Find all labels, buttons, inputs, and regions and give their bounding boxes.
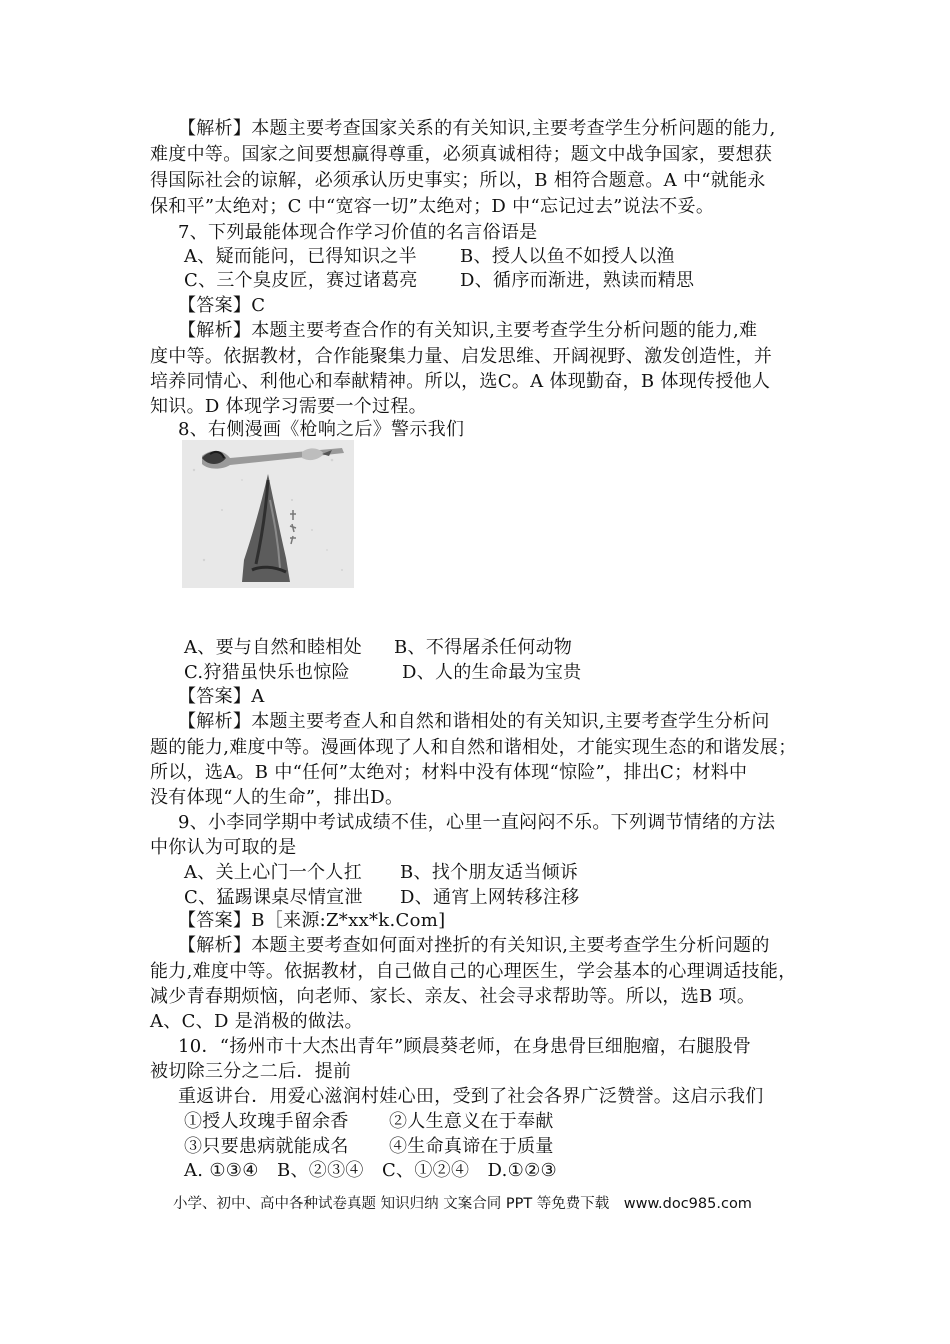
- q6-analysis-line: 得国际社会的谅解，必须承认历史事实；所以，B 相符合题意。A 中“就能永: [150, 170, 766, 191]
- q10-item-2: ②人生意义在于奉献: [389, 1111, 554, 1132]
- q9-question-line: 中你认为可取的是: [150, 837, 297, 858]
- q9-option-d: D、通宵上网转移注移: [400, 887, 580, 908]
- q9-answer: 【答案】B［来源:Z*xx*k.Com]: [178, 910, 446, 931]
- q9-question-line: 9、小李同学期中考试成绩不佳，心里一直闷闷不乐。下列调节情绪的方法: [178, 812, 776, 833]
- q8-analysis-line: 题的能力,难度中等。漫画体现了人和自然和谐相处，才能实现生态的和谐发展；: [150, 737, 797, 758]
- q7-option-c: C、三个臭皮匠，赛过诸葛亮: [184, 270, 418, 291]
- q9-analysis-line: 能力,难度中等。依据教材，自己做自己的心理医生，学会基本的心理调适技能，: [150, 961, 797, 982]
- q8-analysis-line: 【解析】本题主要考查人和自然和谐相处的有关知识,主要考查学生分析问: [178, 711, 770, 732]
- q7-answer: 【答案】C: [178, 295, 266, 316]
- q10-question-line: 被切除三分之二后．提前: [150, 1061, 352, 1082]
- q8-option-a: A、要与自然和睦相处: [184, 637, 362, 658]
- q7-analysis-line: 【解析】本题主要考查合作的有关知识,主要考查学生分析问题的能力,难: [178, 320, 758, 341]
- q9-option-a: A、关上心门一个人扛: [184, 862, 362, 883]
- q10-item-1: ①授人玫瑰手留余香: [184, 1111, 349, 1132]
- q7-analysis-line: 度中等。依据教材，合作能聚集力量、启发思维、开阔视野、激发创造性，并: [150, 346, 773, 367]
- q10-item-row: [184, 1135, 554, 1159]
- q8-option-d: D、人的生命最为宝贵: [402, 662, 582, 683]
- q9-analysis-line: A、C、D 是消极的做法。: [150, 1011, 363, 1032]
- q8-option-row: [184, 636, 573, 660]
- q7-question: 7、下列最能体现合作学习价值的名言俗语是: [178, 222, 538, 243]
- q6-analysis-line: 保和平”太绝对；C 中“宽容一切”太绝对；D 中“忘记过去”说法不妥。: [150, 196, 715, 217]
- q7-option-d: D、循序而渐进，熟读而精思: [460, 270, 695, 291]
- q10-choices: A. ①③④ B、②③④ C、①②④ D.①②③: [184, 1160, 557, 1181]
- q8-question: 8、右侧漫画《枪响之后》警示我们: [178, 419, 465, 440]
- q7-option-row: [184, 269, 695, 293]
- q8-option-c: C.狩猎虽快乐也惊险: [184, 662, 350, 683]
- q8-option-row: [184, 661, 582, 685]
- q9-option-b: B、找个朋友适当倾诉: [400, 862, 579, 883]
- q6-analysis-line: 难度中等。国家之间要想赢得尊重，必须真诚相待；题文中战争国家，要想获: [150, 144, 773, 165]
- q10-item-4: ④生命真谛在于质量: [389, 1136, 554, 1157]
- q9-option-row: [184, 861, 579, 885]
- q9-analysis-line: 减少青春期烦恼，向老师、家长、亲友、社会寻求帮助等。所以，选B 项。: [150, 986, 756, 1007]
- q9-analysis-line: 【解析】本题主要考查如何面对挫折的有关知识,主要考查学生分析问题的: [178, 935, 770, 956]
- cartoon-illustration: [182, 440, 354, 588]
- q9-option-row: [184, 886, 580, 910]
- cartoon-after-gunshot-image: [182, 440, 354, 588]
- q8-option-b: B、不得屠杀任何动物: [394, 637, 573, 658]
- q10-question-line: 10．“扬州市十大杰出青年”顾晨葵老师，在身患骨巨细胞瘤，右腿股骨: [178, 1036, 752, 1057]
- q7-option-a: A、疑而能问，已得知识之半: [184, 246, 417, 267]
- q10-item-row: [184, 1110, 554, 1134]
- q8-answer: 【答案】A: [178, 686, 265, 707]
- q7-option-b: B、授人以鱼不如授人以渔: [460, 246, 675, 267]
- q6-analysis-line: 【解析】本题主要考查国家关系的有关知识,主要考查学生分析问题的能力,: [178, 118, 776, 139]
- q7-analysis-line: 培养同情心、利他心和奉献精神。所以，选C。A 体现勤奋，B 体现传授他人: [150, 371, 771, 392]
- q7-option-row: [184, 245, 675, 269]
- q8-analysis-line: 没有体现“人的生命”，排出D。: [150, 787, 404, 808]
- q10-item-3: ③只要患病就能成名: [184, 1136, 349, 1157]
- q7-analysis-line: 知识。D 体现学习需要一个过程。: [150, 396, 427, 417]
- footer-advertisement: 小学、初中、高中各种试卷真题 知识归纳 文案合同 PPT 等免费下载 www.doc985.com: [173, 1196, 752, 1212]
- q8-analysis-line: 所以，选A。B 中“任何”太绝对；材料中没有体现“惊险”，排出C；材料中: [150, 762, 748, 783]
- q10-question-line: 重返讲台．用爱心滋润村娃心田，受到了社会各界广泛赞誉。这启示我们: [178, 1086, 764, 1107]
- q9-option-c: C、猛踢课桌尽情宣泄: [184, 887, 363, 908]
